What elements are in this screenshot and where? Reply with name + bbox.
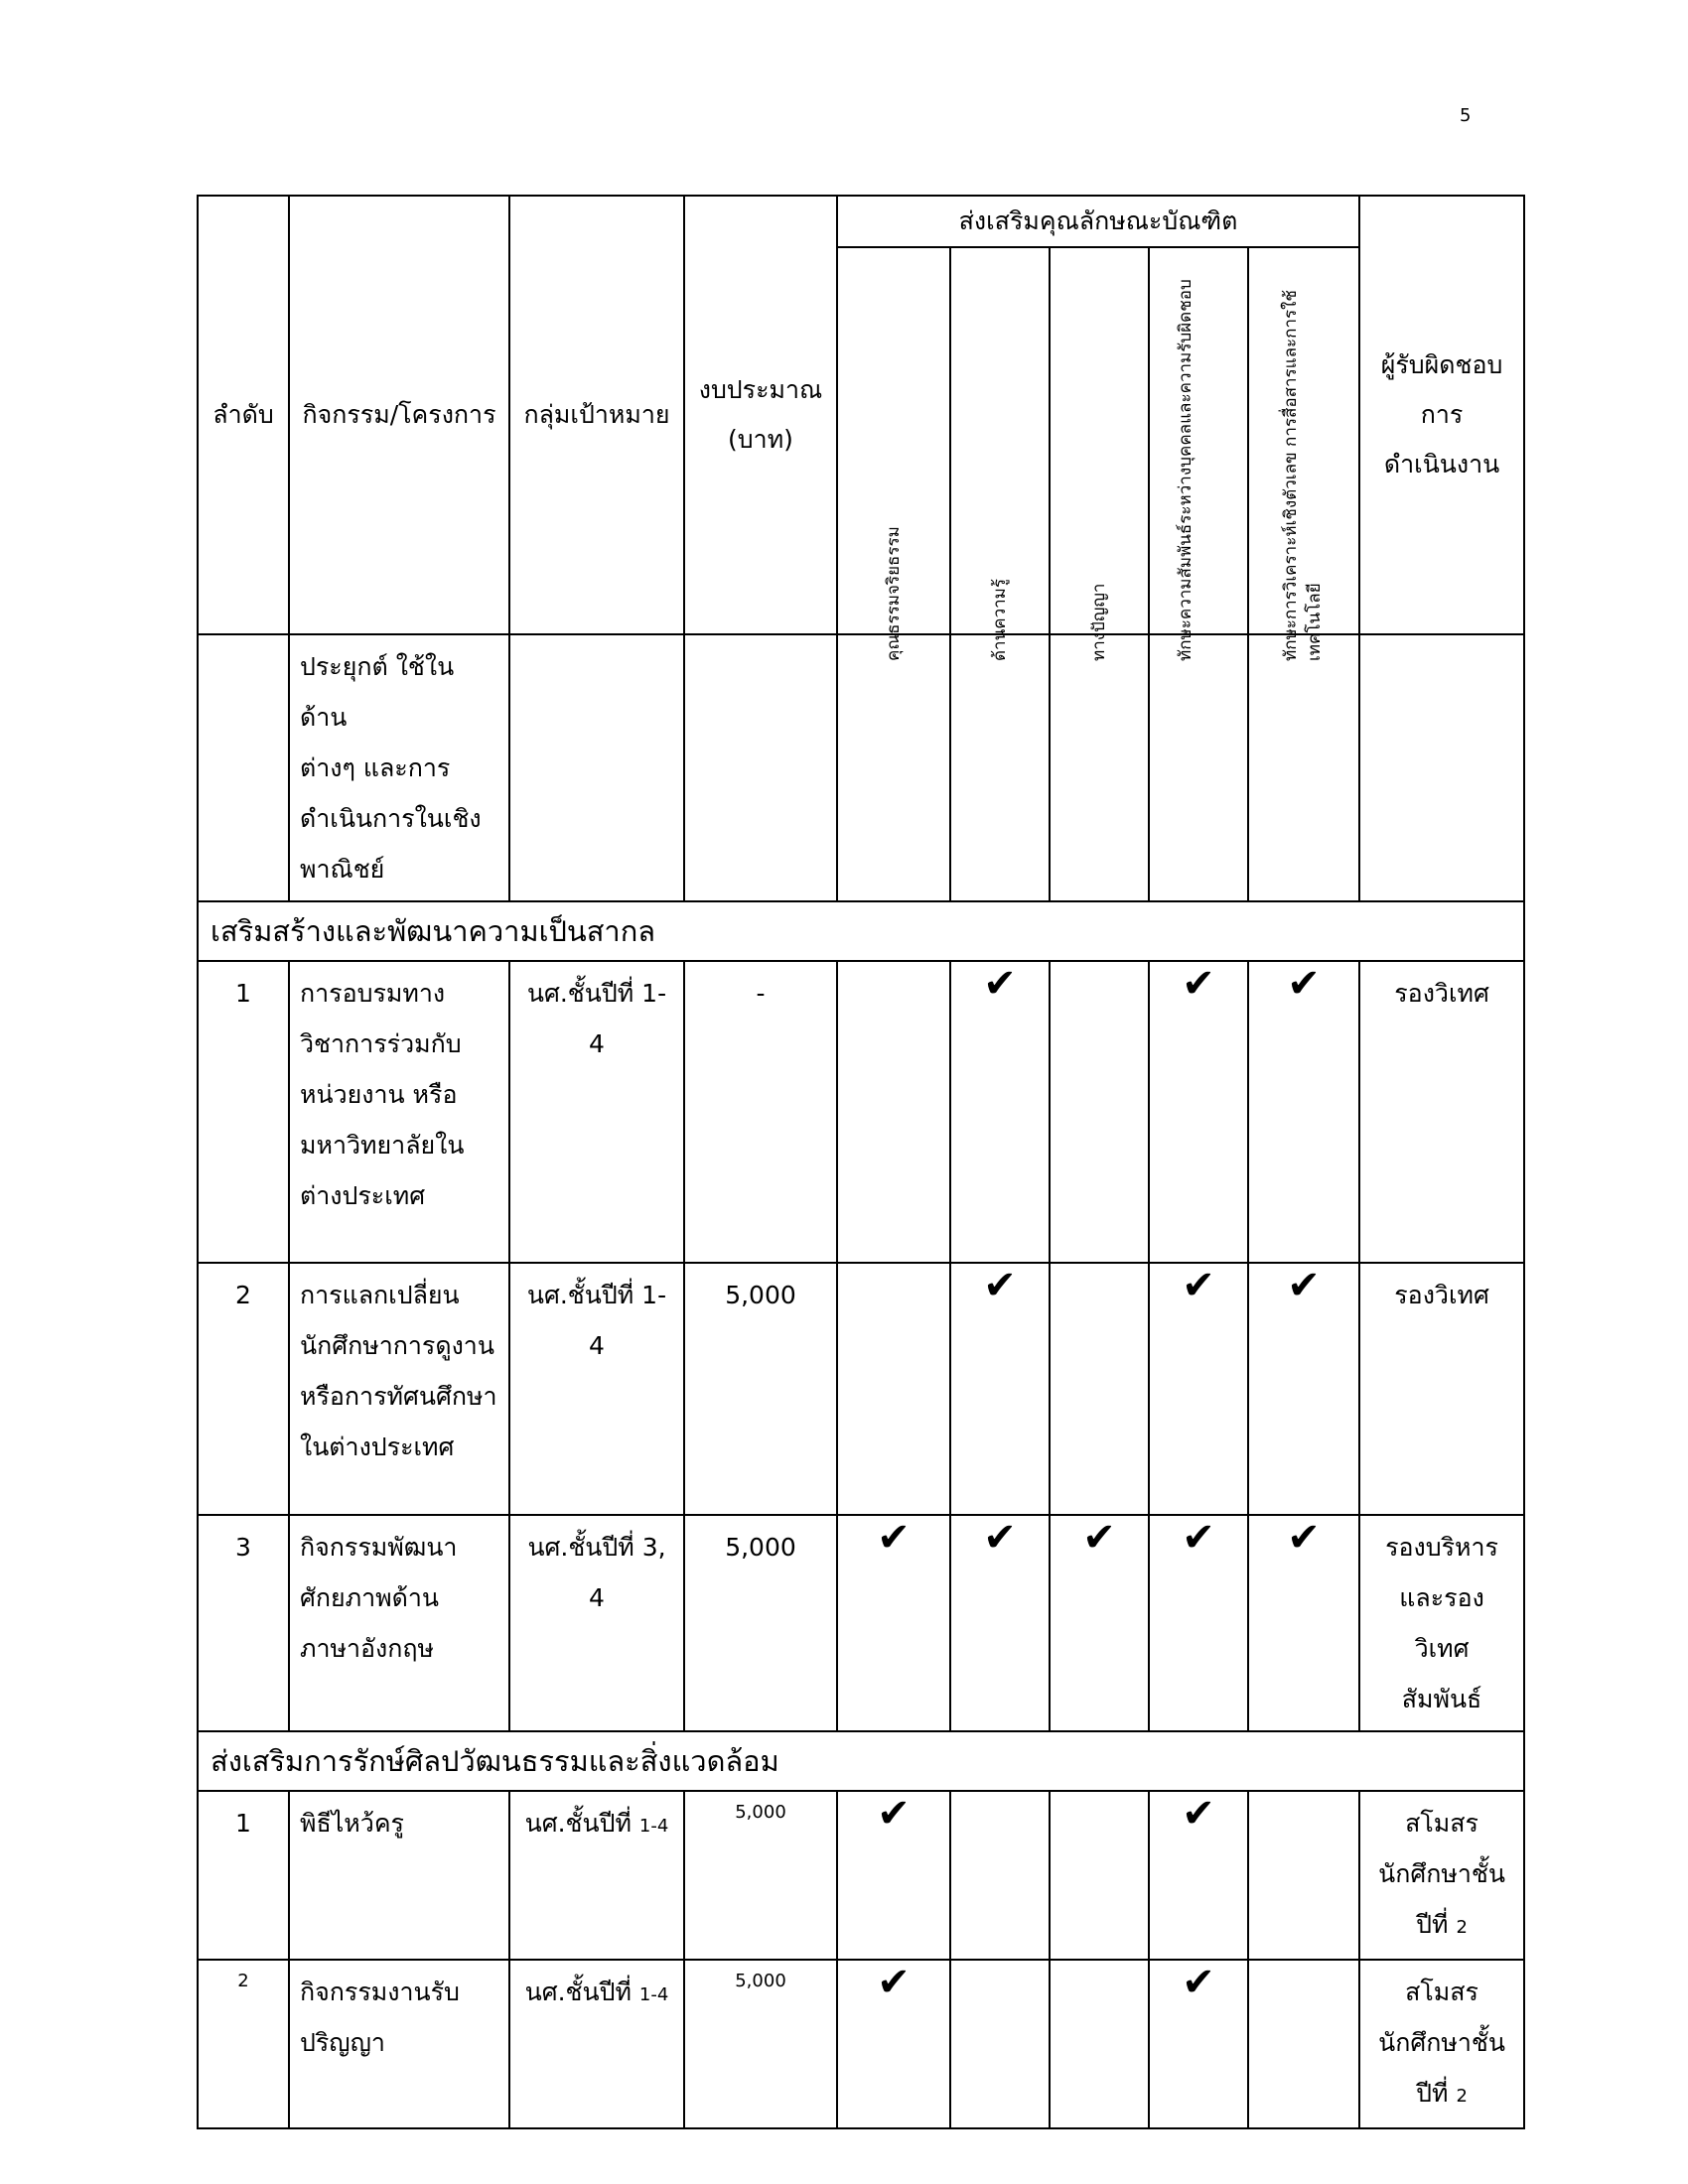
cell-budget: 5,000: [684, 1960, 837, 2128]
cell-check: [1149, 961, 1248, 1263]
target-line: นศ.ชั้นปีที่ 1-: [526, 979, 667, 1008]
cell-check: [1050, 634, 1149, 901]
activity-line: มหาวิทยาลัยใน: [300, 1131, 465, 1160]
activity-line: กิจกรรมพัฒนา: [300, 1533, 458, 1562]
cell-check: [1050, 1515, 1149, 1731]
header-attr-ethics: [837, 247, 950, 662]
activity-line: ในต่างประเทศ: [300, 1433, 455, 1461]
check-icon: ✔: [877, 1960, 911, 2005]
cell-check: [950, 634, 1050, 901]
cell-check: [1248, 1515, 1359, 1731]
cell-owner: [1359, 961, 1524, 1263]
owner-last-main: ปีที่: [1416, 2079, 1457, 2108]
header-attr-knowledge: [950, 247, 1050, 662]
activity-line: ดำเนินการในเชิง: [300, 804, 482, 833]
cell-target: [509, 1791, 684, 1960]
check-icon: ✔: [983, 961, 1017, 1007]
cell-no: 3: [198, 1515, 289, 1731]
header-owner-line3: ดำเนินงาน: [1383, 450, 1500, 478]
activity-line: หรือการทัศนศึกษา: [300, 1382, 497, 1411]
cell-check: [950, 961, 1050, 1263]
activity-line: ปริญญา: [300, 2028, 385, 2057]
cell-activity: [289, 1515, 509, 1731]
cell-check: [1248, 1960, 1359, 2128]
header-owner-line1: ผู้รับผิดชอบ: [1380, 350, 1503, 379]
activity-line: ต่างๆ และการ: [300, 753, 451, 782]
target-main: นศ.ชั้นปีที่: [524, 1978, 639, 2006]
check-icon: ✔: [1182, 1515, 1215, 1561]
cell-target: [509, 634, 684, 901]
target-line: 4: [589, 1331, 605, 1360]
owner-line: [1370, 1899, 1513, 1953]
cell-check: [950, 1515, 1050, 1731]
check-icon: ✔: [877, 1515, 911, 1561]
activity-line: การแลกเปลี่ยน: [300, 1281, 460, 1309]
section-title: ส่งเสริมการรักษ์ศิลปวัฒนธรรมและสิ่งแวดล้อม: [198, 1731, 1524, 1791]
activity-line: ศักยภาพด้าน: [300, 1583, 440, 1612]
activity-line: ภาษาอังกฤษ: [300, 1634, 435, 1663]
page-number: 5: [1460, 105, 1472, 126]
owner-line: และรอง: [1399, 1583, 1484, 1612]
target-line: 4: [589, 1029, 605, 1058]
header-attr-intellect: [1050, 247, 1149, 662]
cell-activity: [289, 634, 509, 901]
table-row: [198, 961, 1524, 1263]
target-small: 1-4: [638, 1816, 669, 1837]
table-row: [198, 1263, 1524, 1515]
check-icon: ✔: [1287, 1263, 1321, 1308]
continuation-row: [198, 634, 1524, 901]
header-budget-unit: (บาท): [728, 425, 793, 454]
cell-owner: [1359, 1263, 1524, 1515]
check-icon: ✔: [1182, 1263, 1215, 1308]
header-attr-interpersonal-label: ทักษะความสัมพันธ์ระหว่างบุคคลและความรับผิดชอบ: [1176, 279, 1196, 662]
owner-line: นักศึกษาชั้น: [1378, 1859, 1505, 1888]
cell-check: [1050, 961, 1149, 1263]
cell-owner: [1359, 1960, 1524, 2128]
cell-check: [837, 1515, 950, 1731]
header-target-label: กลุ่มเป้าหมาย: [523, 400, 670, 429]
header-attributes-group: [837, 196, 1359, 247]
cell-check: [1149, 1960, 1248, 2128]
cell-owner: [1359, 1791, 1524, 1960]
cell-target: [509, 1515, 684, 1731]
owner-last-small: 2: [1456, 2086, 1468, 2107]
cell-check: [837, 1960, 950, 2128]
check-icon: ✔: [1182, 961, 1215, 1007]
cell-activity: [289, 1263, 509, 1515]
owner-last-main: ปีที่: [1416, 1910, 1457, 1939]
cell-no: 1: [198, 1791, 289, 1960]
cell-target: [509, 961, 684, 1263]
cell-check: [1149, 1791, 1248, 1960]
owner-line: สโมสร: [1405, 1978, 1478, 2006]
header-no-label: ลำดับ: [212, 400, 274, 429]
cell-activity: [289, 1791, 509, 1960]
cell-check: [837, 1791, 950, 1960]
check-icon: ✔: [1182, 1960, 1215, 2005]
cell-budget: 5,000: [684, 1263, 837, 1515]
cell-check: [1149, 634, 1248, 901]
header-attr-interpersonal: [1149, 247, 1248, 662]
cell-no: 2: [198, 1263, 289, 1515]
check-icon: ✔: [877, 1791, 911, 1837]
cell-check: [1149, 1515, 1248, 1731]
cell-check: [1248, 1263, 1359, 1515]
owner-line: รองบริหาร: [1385, 1533, 1498, 1562]
cell-no: [198, 634, 289, 901]
table-row: [198, 1515, 1524, 1731]
owner-line: รองวิเทศ: [1394, 979, 1489, 1008]
header-no: [198, 196, 289, 634]
owner-line: วิเทศ: [1414, 1634, 1470, 1663]
owner-line: รองวิเทศ: [1394, 1281, 1489, 1309]
check-icon: ✔: [1082, 1515, 1116, 1561]
cell-target: [509, 1960, 684, 2128]
cell-check: [950, 1791, 1050, 1960]
check-icon: ✔: [1287, 1515, 1321, 1561]
header-attr-knowledge-label: ด้านความรู้: [990, 579, 1010, 662]
cell-check: [837, 1263, 950, 1515]
header-target: [509, 196, 684, 634]
cell-check: [1248, 1791, 1359, 1960]
cell-check: [837, 961, 950, 1263]
cell-budget: 5,000: [684, 1791, 837, 1960]
owner-line: [1370, 2068, 1513, 2121]
cell-check: [1248, 961, 1359, 1263]
cell-check: [837, 634, 950, 901]
header-row-1: [198, 196, 1524, 247]
cell-owner: [1359, 634, 1524, 901]
target-line: นศ.ชั้นปีที่ 3,: [527, 1533, 666, 1562]
target-small: 1-4: [638, 1984, 669, 2005]
target-main: นศ.ชั้นปีที่: [524, 1809, 639, 1838]
owner-line: นักศึกษาชั้น: [1378, 2028, 1505, 2057]
header-owner-line2: การ: [1420, 400, 1464, 429]
cell-budget: 5,000: [684, 1515, 837, 1731]
header-activity: [289, 196, 509, 634]
header-attr-ethics-label: คุณธรรมจริยธรรม: [884, 526, 904, 662]
header-attr-intellect-label: ทางปัญญา: [1089, 583, 1109, 662]
check-icon: ✔: [983, 1515, 1017, 1561]
header-attr-analysis: [1248, 247, 1359, 662]
cell-check: [950, 1263, 1050, 1515]
header-budget: [684, 196, 837, 634]
cell-target: [509, 1263, 684, 1515]
cell-check: [1050, 1960, 1149, 2128]
owner-last-small: 2: [1456, 1917, 1468, 1938]
activity-line: พิธีไหว้ครู: [300, 1809, 404, 1838]
table-row: [198, 1960, 1524, 2128]
activity-plan-table: [197, 195, 1525, 2129]
header-activity-label: กิจกรรม/โครงการ: [302, 400, 496, 429]
activity-line: พาณิชย์: [300, 855, 385, 884]
activity-line: การอบรมทาง: [300, 979, 446, 1008]
header-owner: [1359, 196, 1524, 634]
activity-line: ต่างประเทศ: [300, 1181, 426, 1210]
cell-owner: [1359, 1515, 1524, 1731]
section-row: [198, 1731, 1524, 1791]
table-row: [198, 1791, 1524, 1960]
check-icon: ✔: [983, 1263, 1017, 1308]
cell-budget: -: [684, 961, 837, 1263]
cell-activity: [289, 1960, 509, 2128]
cell-check: [950, 1960, 1050, 2128]
owner-line: สโมสร: [1405, 1809, 1478, 1838]
cell-check: [1050, 1791, 1149, 1960]
cell-activity: [289, 961, 509, 1263]
section-row: [198, 901, 1524, 961]
cell-no: 2: [198, 1960, 289, 2128]
cell-check: [1248, 634, 1359, 901]
owner-line: สัมพันธ์: [1401, 1685, 1482, 1713]
target-line: นศ.ชั้นปีที่ 1-: [526, 1281, 667, 1309]
header-budget-label: งบประมาณ: [698, 375, 823, 404]
cell-no: 1: [198, 961, 289, 1263]
cell-check: [1050, 1263, 1149, 1515]
section-title: เสริมสร้างและพัฒนาความเป็นสากล: [198, 901, 1524, 961]
target-line: 4: [589, 1583, 605, 1612]
cell-check: [1149, 1263, 1248, 1515]
cell-budget: [684, 634, 837, 901]
activity-line: นักศึกษาการดูงาน: [300, 1331, 494, 1360]
check-icon: ✔: [1182, 1791, 1215, 1837]
activity-line: วิชาการร่วมกับ: [300, 1029, 462, 1058]
header-attr-analysis-label: ทักษะการวิเคราะห์เชิงตัวเลข การสื่อสารและการใช้เทคโนโลยี: [1281, 290, 1326, 662]
check-icon: ✔: [1287, 961, 1321, 1007]
header-attributes-label: ส่งเสริมคุณลักษณะบัณฑิต: [958, 206, 1238, 236]
activity-line: กิจกรรมงานรับ: [300, 1978, 460, 2006]
activity-line: ประยุกต์ ใช้ในด้าน: [300, 652, 455, 732]
activity-line: หน่วยงาน หรือ: [300, 1080, 458, 1109]
